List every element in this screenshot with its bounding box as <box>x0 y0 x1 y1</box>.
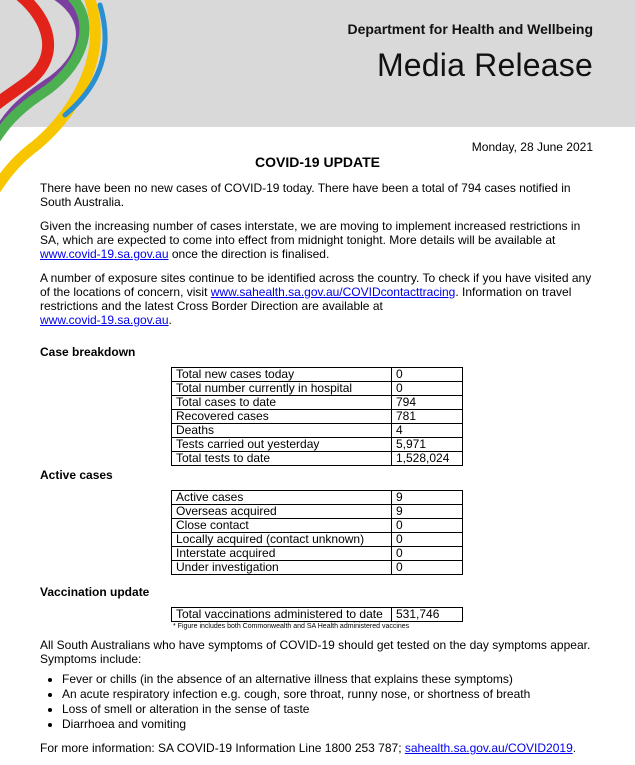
department-name: Department for Health and Wellbeing <box>347 21 593 37</box>
more-info <box>40 741 600 755</box>
case-breakdown-value: 0 <box>392 382 463 396</box>
case-breakdown-label: Tests carried out yesterday <box>172 438 392 452</box>
active-cases-table <box>171 490 463 575</box>
media-release-heading: Media Release <box>376 47 593 83</box>
active-cases-label: Interstate acquired <box>172 547 392 561</box>
active-cases-value: 0 <box>392 561 463 575</box>
page-title: COVID-19 UPDATE <box>255 154 380 170</box>
case-breakdown-value: 1,528,024 <box>392 452 463 466</box>
table-row <box>172 505 463 519</box>
table-row <box>172 547 463 561</box>
active-cases-value: 9 <box>392 491 463 505</box>
case-breakdown-label: Total new cases today <box>172 368 392 382</box>
active-cases-value: 0 <box>392 547 463 561</box>
table-row <box>172 608 463 622</box>
table-row <box>172 382 463 396</box>
case-breakdown-label: Recovered cases <box>172 410 392 424</box>
paragraph-exposure <box>40 271 600 327</box>
covid-sa-link[interactable]: www.covid-19.sa.gov.au <box>40 247 169 261</box>
active-cases-label: Close contact <box>172 519 392 533</box>
covid-sa-link-2[interactable]: www.covid-19.sa.gov.au <box>40 313 169 327</box>
table-row <box>172 438 463 452</box>
table-row <box>172 396 463 410</box>
restrictions-text: Given the increasing number of cases interstate, we are moving to implement increased restrictions in SA, which are expected to come into effect from midnight tonight. More details will be available at <box>40 219 581 247</box>
vaccination-table <box>171 607 463 622</box>
vaccination-footnote: * Figure includes both Commonwealth and SA Health administered vaccines <box>173 623 410 630</box>
logo-swoosh-graphic <box>0 0 120 200</box>
active-cases-label: Overseas acquired <box>172 505 392 519</box>
exposure-mid: . Information on travel restrictions and the latest Cross Border Direction are available at <box>40 285 572 313</box>
contact-tracing-link[interactable]: www.sahealth.sa.gov.au/COVIDcontacttracing <box>210 285 456 299</box>
table-row <box>172 519 463 533</box>
case-breakdown-label: Deaths <box>172 424 392 438</box>
paragraph-cases: There have been no new cases of COVID-19 today. There have been a total of 794 cases notified in South Australia. <box>40 181 571 209</box>
table-row <box>172 533 463 547</box>
symptoms-intro: All South Australians who have symptoms of COVID-19 should get tested on the day symptoms appear. Symptoms include: <box>40 638 591 666</box>
table-row <box>172 424 463 438</box>
more-info-end: . <box>572 741 577 755</box>
exposure-end: . <box>168 313 172 327</box>
case-breakdown-label: Total tests to date <box>172 452 392 466</box>
active-cases-label: Under investigation <box>172 561 392 575</box>
release-date: Monday, 28 June 2021 <box>471 140 593 154</box>
exposure-text: A number of exposure sites continue to be identified across the country. To check if you have visited any of the locations of concern, visit <box>40 271 592 299</box>
case-breakdown-value: 0 <box>392 368 463 382</box>
table-row <box>172 410 463 424</box>
case-breakdown-value: 4 <box>392 424 463 438</box>
case-breakdown-table <box>171 367 463 466</box>
case-breakdown-value: 5,971 <box>392 438 463 452</box>
active-cases-label: Locally acquired (contact unknown) <box>172 533 392 547</box>
case-breakdown-label: Total number currently in hospital <box>172 382 392 396</box>
active-cases-value: 9 <box>392 505 463 519</box>
active-cases-label: Active cases <box>172 491 392 505</box>
table-row <box>172 491 463 505</box>
case-breakdown-value: 781 <box>392 410 463 424</box>
list-item: • Fever or chills (in the absence of an alternative illness that explains these symptoms) <box>62 672 600 686</box>
symptoms-list <box>40 672 600 731</box>
list-item: • An acute respiratory infection e.g. cough, sore throat, runny nose, or shortness of breath <box>62 687 600 701</box>
covid2019-link[interactable]: sahealth.sa.gov.au/COVID2019 <box>404 741 573 755</box>
vaccination-label: Total vaccinations administered to date <box>172 608 392 622</box>
table-row <box>172 561 463 575</box>
paragraph-restrictions <box>40 219 600 261</box>
release-body <box>40 181 600 765</box>
list-item: • Diarrhoea and vomiting <box>62 717 600 731</box>
table-row <box>172 368 463 382</box>
case-breakdown-value: 794 <box>392 396 463 410</box>
restrictions-tail: once the direction is finalised. <box>168 247 330 261</box>
table-row <box>172 452 463 466</box>
case-breakdown-label: Total cases to date <box>172 396 392 410</box>
active-cases-heading: Active cases <box>40 468 113 482</box>
active-cases-value: 0 <box>392 533 463 547</box>
vaccination-value: 531,746 <box>392 608 463 622</box>
case-breakdown-heading: Case breakdown <box>40 345 136 359</box>
list-item: • Loss of smell or alteration in the sense of taste <box>62 702 600 716</box>
active-cases-value: 0 <box>392 519 463 533</box>
more-info-text: For more information: SA COVID-19 Information Line 1800 253 787; <box>40 741 405 755</box>
vaccination-heading: Vaccination update <box>40 585 150 599</box>
